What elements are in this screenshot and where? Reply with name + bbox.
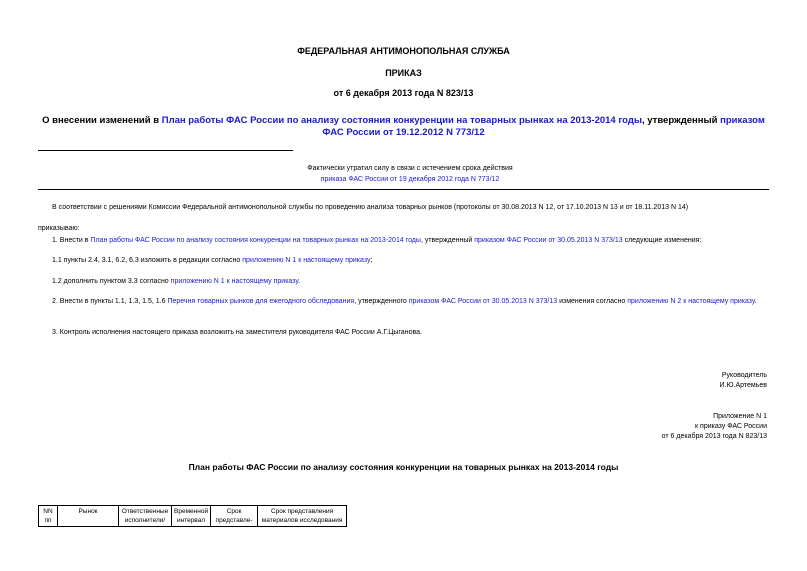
appendix-title: План работы ФАС России по анализу состояния конкуренции на товарных рынках на 2013-2014 годы: [188, 462, 619, 472]
status-line1: Фактически утратил силу в связи с истечением срока действия: [307, 165, 513, 172]
title-mid: , утвержденный: [642, 115, 721, 126]
p1-plan-link[interactable]: План работы ФАС России по анализу состояния конкуренции на товарных рынках на 2013-2014 годы: [90, 237, 421, 244]
col-responsible-line1: Ответственные: [121, 508, 169, 515]
col-materials-line2: материалов исследования: [261, 517, 343, 524]
p1-text-c: следующие изменения:: [622, 237, 702, 244]
separator-short: [38, 150, 293, 151]
p11-appendix-link[interactable]: приложению N 1 к настоящему приказу: [242, 257, 371, 264]
p2-text-a: 2. Внести в пункты 1.1, 1.3, 1.5, 1.6: [52, 298, 168, 305]
p1-text-b: , утвержденный: [420, 237, 475, 244]
order-word: приказываю:: [38, 225, 80, 232]
col-interval-line2: интервал: [176, 517, 206, 524]
paragraph-2: [38, 297, 769, 307]
p12-text-b: .: [298, 278, 301, 285]
p12-appendix-link[interactable]: приложению N 1 к настоящему приказу: [170, 278, 299, 285]
col-number-line1: NN: [43, 508, 53, 515]
appendix-line1: Приложение N 1: [713, 413, 767, 420]
status-order-link[interactable]: приказа ФАС России от 19 декабря 2012 года N 773/12: [320, 176, 500, 183]
page-title: [40, 115, 767, 139]
title-prefix: О внесении изменений в: [42, 115, 162, 126]
appendix-line2: к приказу ФАС России: [695, 423, 767, 430]
p2-markets-link[interactable]: Перечня товарных рынков для ежегодного обследования: [167, 298, 355, 305]
title-order-link[interactable]: приказом ФАС России от 19.12.2012 N 773/12: [322, 115, 765, 138]
col-materials-line1: Срок представления: [270, 508, 334, 515]
signature-role: Руководитель: [721, 372, 767, 379]
col-deadline-line2: представле-: [215, 517, 253, 524]
col-header-materials: [258, 506, 347, 527]
p2-appendix-link[interactable]: приложению N 2 к настоящему приказу: [627, 298, 755, 305]
col-responsible-line2: исполнители/: [124, 517, 166, 524]
agency-name: ФЕДЕРАЛЬНАЯ АНТИМОНОПОЛЬНАЯ СЛУЖБА: [297, 46, 510, 56]
col-interval-line1: Временной: [174, 508, 209, 515]
p11-text-a: 1.1 пункты 2.4, 3.1, 6.2, 6.3 изложить в редакции согласно: [52, 257, 243, 264]
p2-text-c: изменения согласно: [557, 298, 628, 305]
p1-order-link[interactable]: приказом ФАС России от 30.05.2013 N 373/13: [474, 237, 623, 244]
paragraph-3: 3. Контроль исполнения настоящего приказа возложить на заместителя руководителя ФАС России А.Г.Цыганова.: [52, 329, 422, 336]
paragraph-1-1: [52, 256, 767, 266]
col-header-deadline: [211, 506, 258, 527]
p2-text-d: .: [754, 298, 757, 305]
doc-type: ПРИКАЗ: [385, 68, 422, 78]
plan-table: [38, 505, 347, 527]
title-plan-link[interactable]: План работы ФАС России по анализу состояния конкуренции на товарных рынках на 2013-2014 годы: [161, 115, 642, 126]
p2-order-link[interactable]: приказом ФАС России от 30.05.2013 N 373/13: [408, 298, 558, 305]
col-deadline-line1: Срок: [226, 508, 242, 515]
doc-date-number: от 6 декабря 2013 года N 823/13: [333, 88, 474, 98]
p12-text-a: 1.2 дополнить пунктом 3.3 согласно: [52, 278, 171, 285]
col-header-responsible: [119, 506, 172, 527]
p2-text-b: , утвержденного: [354, 298, 409, 305]
p11-text-b: ;: [370, 257, 373, 264]
intro-paragraph: В соответствии с решениями Комиссии Федеральной антимонопольной службы по проведению анализа товарных рынков (протоколы от 30.08.2013 N 12, от 17.10.2013 N 13 и от 18.11.2013 N 14): [52, 204, 689, 211]
signature-name: И.Ю.Артемьев: [719, 382, 767, 389]
col-number-line2: пп: [44, 517, 52, 524]
appendix-line3: от 6 декабря 2013 года N 823/13: [661, 433, 767, 440]
table-header-row: [39, 506, 347, 527]
paragraph-1: [52, 236, 767, 246]
col-header-number: [39, 506, 58, 527]
col-header-market: [58, 506, 119, 527]
col-header-interval: [172, 506, 211, 527]
paragraph-1-2: [52, 277, 767, 287]
p1-text-a: 1. Внести в: [52, 237, 91, 244]
separator-full: [38, 189, 769, 190]
col-market-line1: Рынок: [78, 508, 98, 515]
